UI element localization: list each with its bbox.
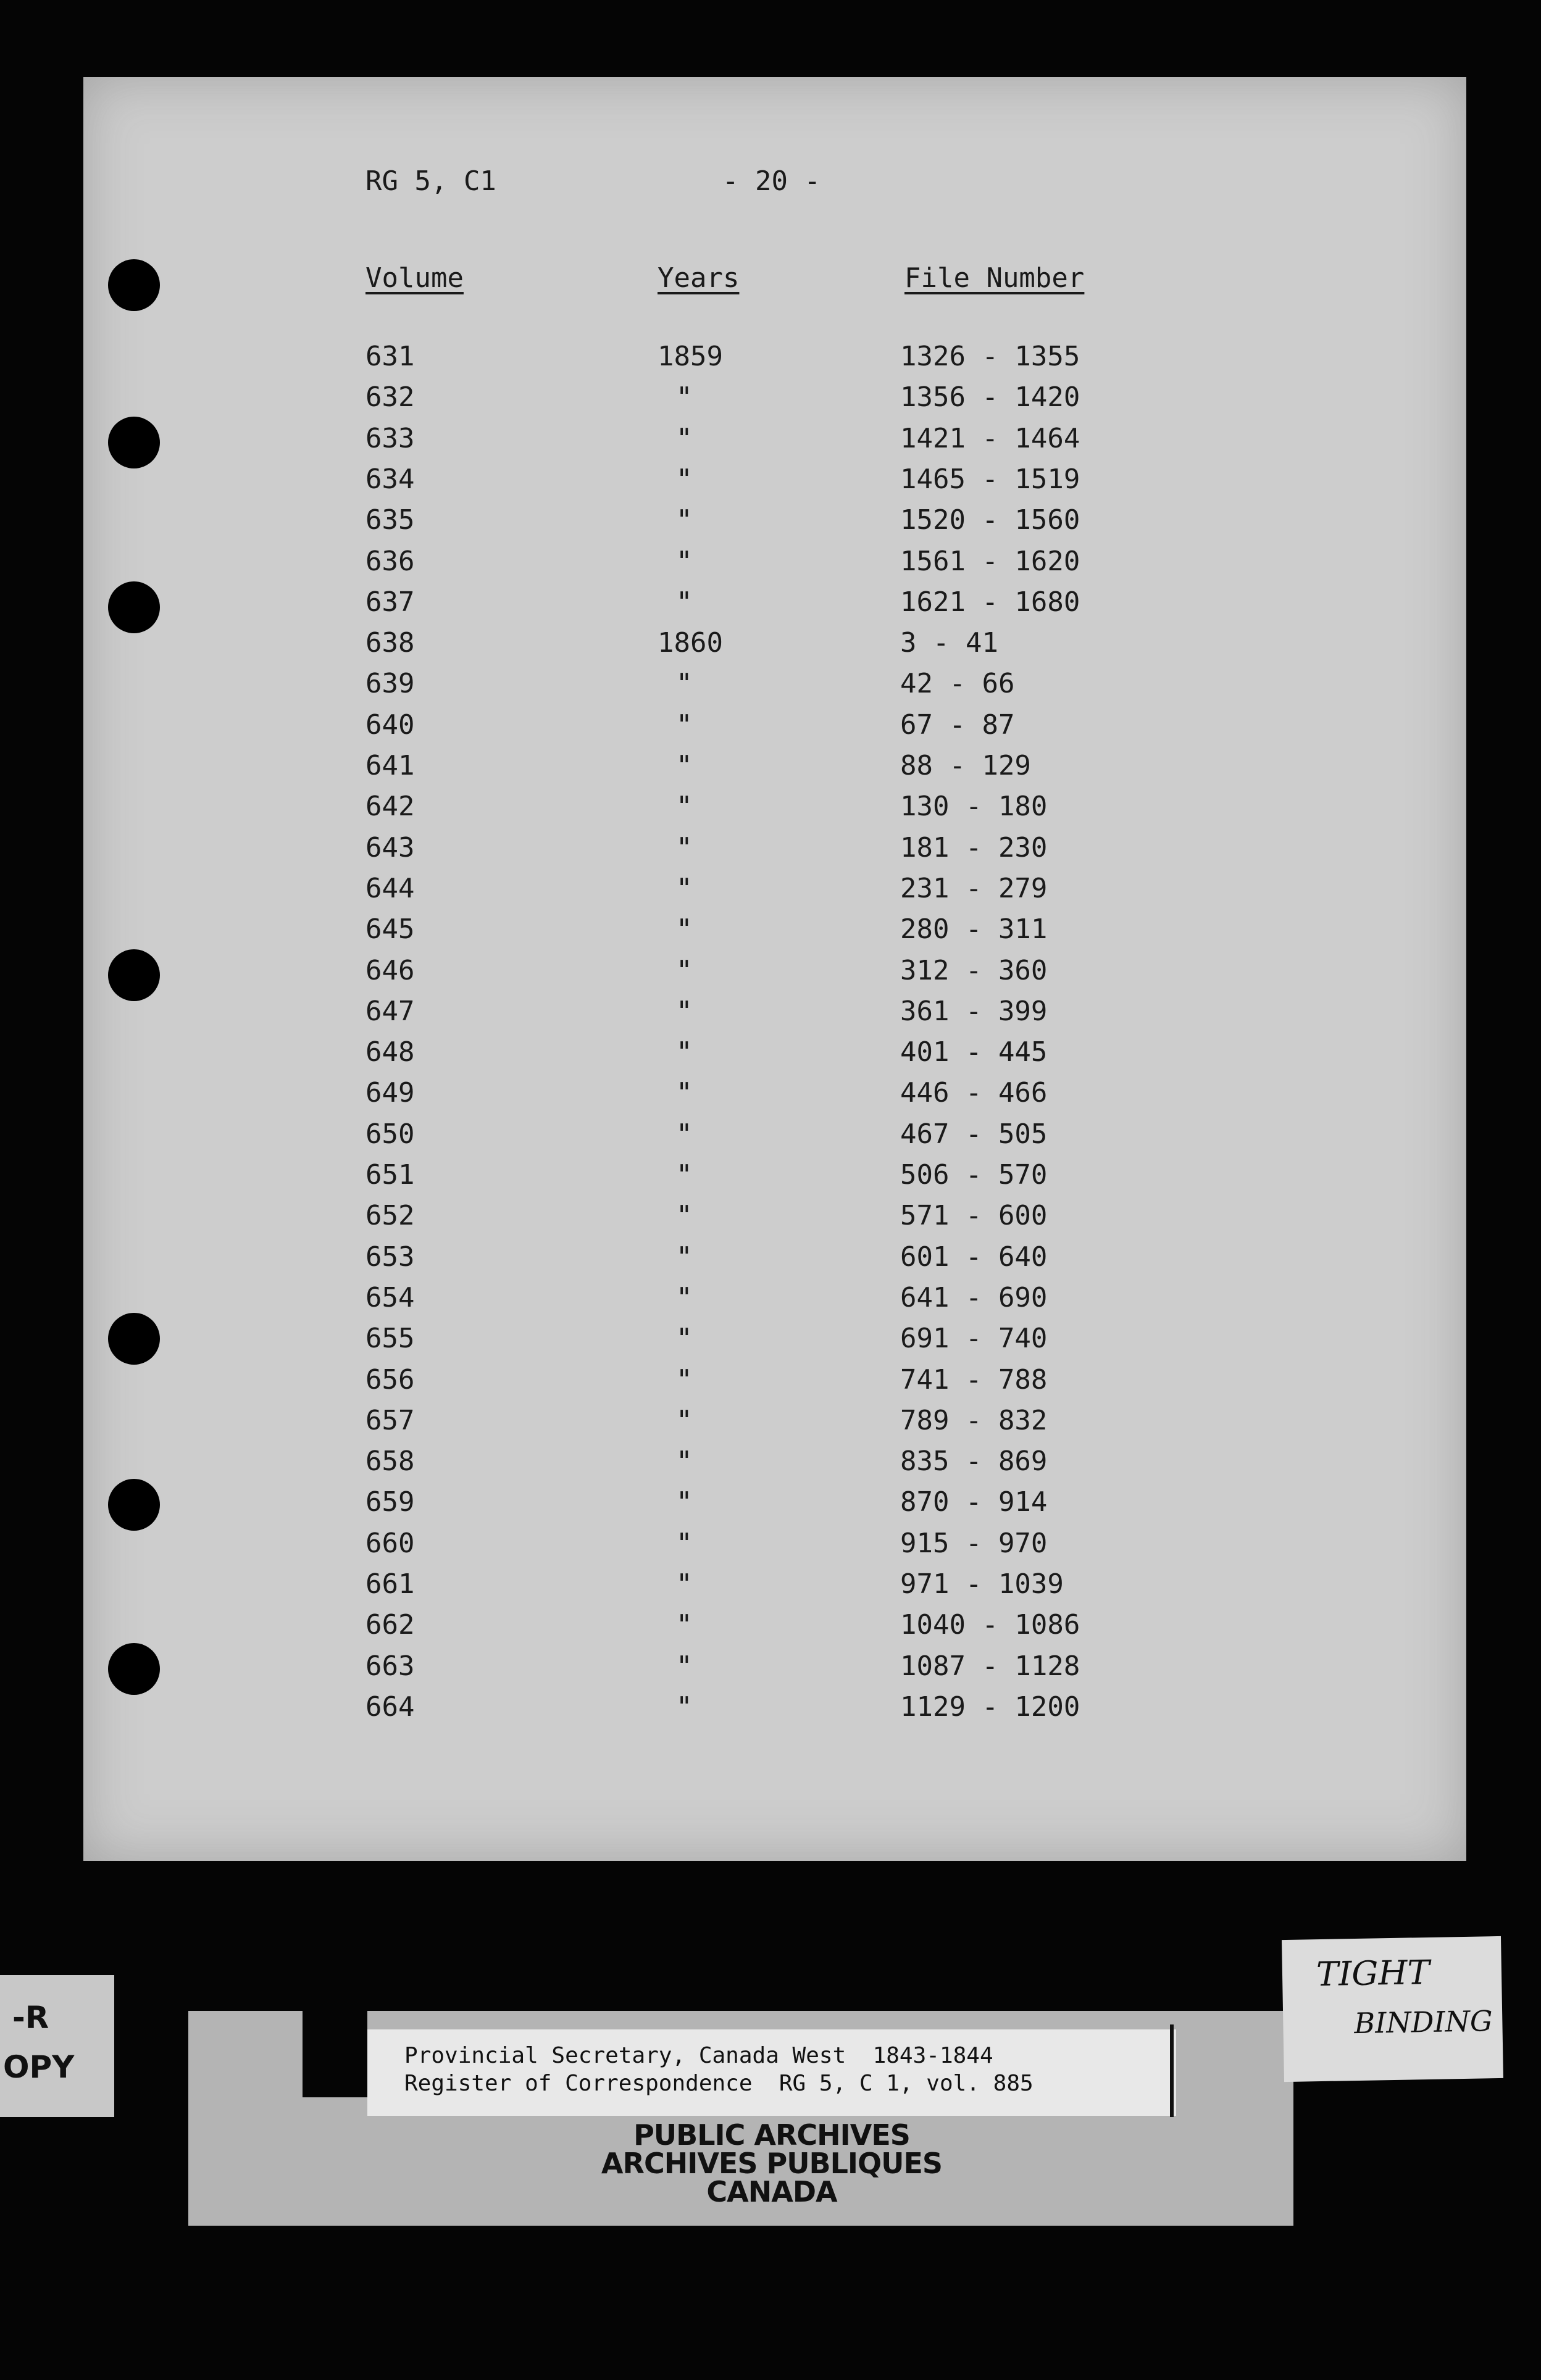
table-row bbox=[0, 586, 1541, 627]
year-cell: " bbox=[676, 954, 693, 986]
table-row bbox=[0, 464, 1541, 504]
year-cell: " bbox=[676, 1118, 693, 1150]
file-range-cell: 835 - 869 bbox=[900, 1446, 1048, 1478]
side-note-left-line1: -R bbox=[12, 2000, 49, 2036]
side-note-tight-binding bbox=[1282, 1936, 1503, 2082]
volume-cell: 645 bbox=[365, 913, 415, 946]
table-row bbox=[0, 1609, 1541, 1650]
file-range-cell: 506 - 570 bbox=[900, 1159, 1048, 1191]
year-cell: " bbox=[676, 913, 693, 946]
file-range-cell: 915 - 970 bbox=[900, 1527, 1048, 1559]
file-range-cell: 3 - 41 bbox=[900, 627, 998, 659]
series-reference-line: Register of Correspondence RG 5, C 1, vol. 885 bbox=[404, 2071, 1034, 2096]
year-cell: " bbox=[676, 1527, 693, 1559]
year-cell: " bbox=[676, 586, 693, 618]
table-row bbox=[0, 1528, 1541, 1568]
year-cell: " bbox=[676, 709, 693, 741]
year-cell: " bbox=[676, 1691, 693, 1723]
table-row bbox=[0, 1568, 1541, 1609]
column-header-file-number: File Number bbox=[904, 262, 1085, 294]
year-cell: " bbox=[676, 1077, 693, 1109]
volume-cell: 648 bbox=[365, 1036, 415, 1068]
table-row bbox=[0, 1323, 1541, 1363]
card-notch bbox=[303, 2011, 367, 2097]
year-cell: " bbox=[676, 545, 693, 577]
volume-cell: 644 bbox=[365, 872, 415, 904]
table-row bbox=[0, 627, 1541, 668]
record-group-reference: RG 5, C1 bbox=[365, 165, 496, 197]
volume-cell: 641 bbox=[365, 750, 415, 781]
archives-name-french: ARCHIVES PUBLIQUES bbox=[601, 2147, 943, 2180]
file-range-cell: 1129 - 1200 bbox=[900, 1691, 1080, 1723]
volume-cell: 657 bbox=[365, 1404, 415, 1436]
file-range-cell: 467 - 505 bbox=[900, 1118, 1048, 1150]
volume-cell: 654 bbox=[365, 1281, 415, 1313]
table-row bbox=[0, 709, 1541, 750]
table-row bbox=[0, 341, 1541, 381]
file-range-cell: 1421 - 1464 bbox=[900, 422, 1080, 454]
file-range-cell: 789 - 832 bbox=[900, 1404, 1048, 1436]
side-note-left-line2: OPY bbox=[3, 2049, 75, 2085]
volume-cell: 637 bbox=[365, 586, 415, 618]
file-range-cell: 601 - 640 bbox=[900, 1241, 1048, 1273]
year-cell: " bbox=[676, 791, 693, 823]
volume-cell: 636 bbox=[365, 545, 415, 577]
table-row bbox=[0, 996, 1541, 1036]
table-row bbox=[0, 1486, 1541, 1527]
year-cell: " bbox=[676, 668, 693, 700]
year-cell: " bbox=[676, 1323, 693, 1355]
year-cell: " bbox=[676, 1200, 693, 1232]
table-row bbox=[0, 1159, 1541, 1200]
year-cell: " bbox=[676, 872, 693, 904]
table-row bbox=[0, 955, 1541, 996]
year-cell: " bbox=[676, 463, 693, 495]
page-number: - 20 - bbox=[722, 165, 821, 197]
volume-cell: 634 bbox=[365, 463, 415, 495]
volume-cell: 646 bbox=[365, 954, 415, 986]
table-row bbox=[0, 504, 1541, 545]
table-row bbox=[0, 1118, 1541, 1159]
table-row bbox=[0, 1241, 1541, 1282]
file-range-cell: 691 - 740 bbox=[900, 1323, 1048, 1355]
table-row bbox=[0, 1691, 1541, 1732]
file-range-cell: 67 - 87 bbox=[900, 709, 1015, 741]
side-note-right-line2: BINDING bbox=[1353, 2004, 1493, 2041]
volume-cell: 649 bbox=[365, 1077, 415, 1109]
file-range-cell: 641 - 690 bbox=[900, 1281, 1048, 1313]
file-range-cell: 88 - 129 bbox=[900, 750, 1031, 781]
volume-cell: 640 bbox=[365, 709, 415, 741]
year-cell: " bbox=[676, 1363, 693, 1396]
file-range-cell: 971 - 1039 bbox=[900, 1568, 1064, 1600]
series-title-line: Provincial Secretary, Canada West 1843-1844 bbox=[404, 2043, 993, 2068]
volume-cell: 659 bbox=[365, 1486, 415, 1518]
volume-cell: 661 bbox=[365, 1568, 415, 1600]
year-cell: " bbox=[676, 422, 693, 454]
file-range-cell: 571 - 600 bbox=[900, 1200, 1048, 1232]
table-row bbox=[0, 1036, 1541, 1077]
binder-hole bbox=[108, 259, 160, 311]
volume-cell: 651 bbox=[365, 1159, 415, 1191]
volume-cell: 643 bbox=[365, 831, 415, 863]
file-range-cell: 446 - 466 bbox=[900, 1077, 1048, 1109]
file-range-cell: 1356 - 1420 bbox=[900, 381, 1080, 414]
table-row bbox=[0, 1282, 1541, 1323]
year-cell: " bbox=[676, 1486, 693, 1518]
volume-cell: 655 bbox=[365, 1323, 415, 1355]
side-note-left bbox=[0, 1975, 114, 2117]
file-range-cell: 1326 - 1355 bbox=[900, 341, 1080, 372]
file-range-cell: 42 - 66 bbox=[900, 668, 1015, 700]
file-range-cell: 1621 - 1680 bbox=[900, 586, 1080, 618]
year-cell: " bbox=[676, 831, 693, 863]
archives-name-english: PUBLIC ARCHIVES bbox=[633, 2118, 910, 2152]
year-cell: 1859 bbox=[658, 341, 723, 372]
file-range-cell: 1520 - 1560 bbox=[900, 504, 1080, 536]
volume-cell: 639 bbox=[365, 668, 415, 700]
table-row bbox=[0, 1405, 1541, 1446]
year-cell: " bbox=[676, 1446, 693, 1478]
volume-cell: 656 bbox=[365, 1363, 415, 1396]
file-range-cell: 741 - 788 bbox=[900, 1363, 1048, 1396]
table-row bbox=[0, 750, 1541, 791]
table-row bbox=[0, 873, 1541, 913]
table-row bbox=[0, 791, 1541, 831]
volume-cell: 647 bbox=[365, 995, 415, 1027]
volume-cell: 633 bbox=[365, 422, 415, 454]
column-header-years: Years bbox=[658, 262, 740, 294]
year-cell: " bbox=[676, 1650, 693, 1682]
year-cell: " bbox=[676, 1568, 693, 1600]
table-row bbox=[0, 668, 1541, 709]
volume-cell: 658 bbox=[365, 1446, 415, 1478]
file-range-cell: 401 - 445 bbox=[900, 1036, 1048, 1068]
year-cell: " bbox=[676, 504, 693, 536]
side-note-right-line1: TIGHT bbox=[1316, 1952, 1430, 1994]
volume-cell: 642 bbox=[365, 791, 415, 823]
year-cell: " bbox=[676, 1036, 693, 1068]
table-row bbox=[0, 913, 1541, 954]
volume-cell: 638 bbox=[365, 627, 415, 659]
archives-country: CANADA bbox=[706, 2175, 837, 2208]
file-range-cell: 361 - 399 bbox=[900, 995, 1048, 1027]
volume-cell: 650 bbox=[365, 1118, 415, 1150]
file-range-cell: 1465 - 1519 bbox=[900, 463, 1080, 495]
volume-cell: 631 bbox=[365, 341, 415, 372]
volume-cell: 635 bbox=[365, 504, 415, 536]
file-range-cell: 312 - 360 bbox=[900, 954, 1048, 986]
file-range-cell: 181 - 230 bbox=[900, 831, 1048, 863]
file-range-cell: 1040 - 1086 bbox=[900, 1609, 1080, 1641]
table-row bbox=[0, 1364, 1541, 1405]
table-row bbox=[0, 832, 1541, 873]
year-cell: " bbox=[676, 1404, 693, 1436]
file-range-cell: 1087 - 1128 bbox=[900, 1650, 1080, 1682]
table-row bbox=[0, 423, 1541, 464]
file-range-cell: 231 - 279 bbox=[900, 872, 1048, 904]
table-row bbox=[0, 1446, 1541, 1486]
table-row bbox=[0, 1077, 1541, 1118]
year-cell: 1860 bbox=[658, 627, 723, 659]
volume-cell: 663 bbox=[365, 1650, 415, 1682]
strip-divider bbox=[1170, 2024, 1174, 2117]
volume-cell: 652 bbox=[365, 1200, 415, 1232]
table-row bbox=[0, 1650, 1541, 1691]
file-range-cell: 1561 - 1620 bbox=[900, 545, 1080, 577]
volume-cell: 662 bbox=[365, 1609, 415, 1641]
file-range-cell: 280 - 311 bbox=[900, 913, 1048, 946]
table-row bbox=[0, 381, 1541, 422]
year-cell: " bbox=[676, 750, 693, 781]
year-cell: " bbox=[676, 1159, 693, 1191]
table-row bbox=[0, 546, 1541, 586]
volume-cell: 664 bbox=[365, 1691, 415, 1723]
year-cell: " bbox=[676, 1241, 693, 1273]
table-row bbox=[0, 1200, 1541, 1241]
year-cell: " bbox=[676, 381, 693, 414]
volume-cell: 660 bbox=[365, 1527, 415, 1559]
volume-cell: 632 bbox=[365, 381, 415, 414]
volume-cell: 653 bbox=[365, 1241, 415, 1273]
year-cell: " bbox=[676, 1609, 693, 1641]
file-range-cell: 870 - 914 bbox=[900, 1486, 1048, 1518]
file-range-cell: 130 - 180 bbox=[900, 791, 1048, 823]
year-cell: " bbox=[676, 1281, 693, 1313]
column-header-volume: Volume bbox=[365, 262, 464, 294]
year-cell: " bbox=[676, 995, 693, 1027]
